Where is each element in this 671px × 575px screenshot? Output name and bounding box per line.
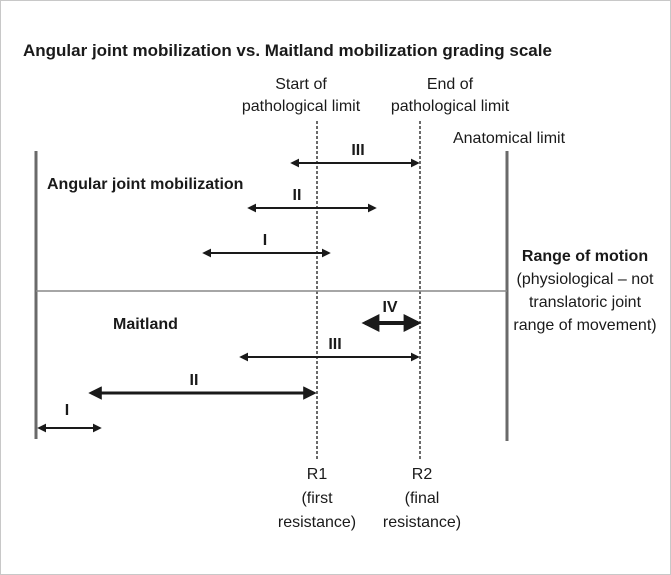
range-of-motion-title: Range of motion	[521, 248, 649, 265]
diagram-title: Angular joint mobilization vs. Maitland mobilization grading scale	[23, 41, 552, 60]
range-of-motion-line4: range of movement)	[513, 317, 657, 334]
angular-grade-ii-label: II	[292, 187, 302, 204]
start-pathological-label-line1: Start of	[275, 76, 327, 93]
r2-sublabel-line1: (final	[404, 490, 440, 507]
maitland-grade-ii-label: II	[189, 372, 199, 389]
end-pathological-label-line1: End of	[426, 76, 474, 93]
maitland-grade-iv-label: IV	[382, 299, 398, 316]
anatomical-limit-label: Anatomical limit	[452, 130, 566, 147]
r2-sublabel-line2: resistance)	[382, 514, 462, 531]
maitland-grade-i-label: I	[64, 402, 70, 419]
angular-grade-i-label: I	[262, 232, 268, 249]
grading-diagram	[1, 1, 670, 574]
end-pathological-label-line2: pathological limit	[390, 98, 510, 115]
r1-sublabel-line2: resistance)	[277, 514, 357, 531]
angular-grade-iii-label: III	[351, 142, 365, 159]
r1-sublabel-line1: (first	[301, 490, 333, 507]
range-of-motion-line3: translatoric joint	[528, 294, 642, 311]
start-pathological-label-line2: pathological limit	[241, 98, 361, 115]
maitland-section-label: Maitland	[113, 316, 178, 333]
angular-section-label: Angular joint mobilization	[47, 176, 244, 193]
range-of-motion-line2: (physiological – not	[516, 271, 654, 288]
r1-label: R1	[306, 466, 328, 483]
maitland-grade-iii-label: III	[328, 336, 342, 353]
r2-label: R2	[411, 466, 433, 483]
